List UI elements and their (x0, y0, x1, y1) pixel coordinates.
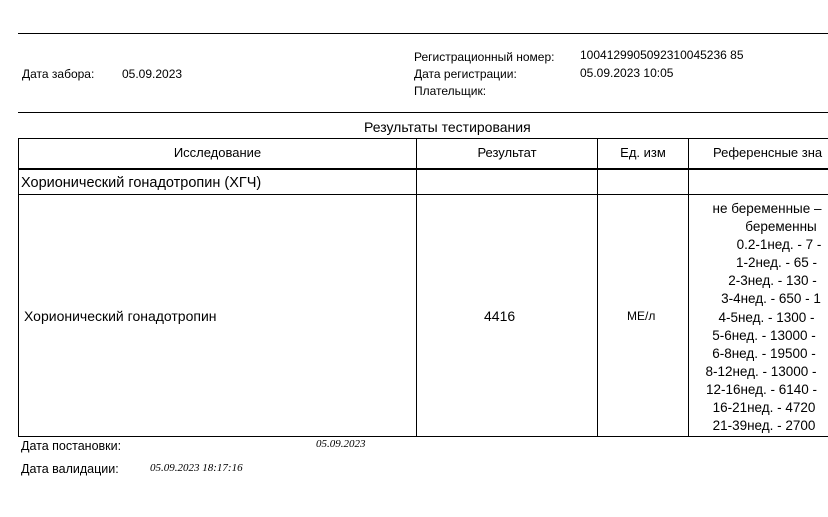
col-header-test: Исследование (173, 145, 262, 160)
col-border-3 (688, 138, 689, 437)
top-rule (18, 33, 828, 34)
collection-date-value: 05.09.2023 (122, 67, 183, 81)
setup-date-value: 05.09.2023 (316, 438, 366, 450)
table-top-border (18, 138, 828, 139)
reference-line: 6-8нед. - 19500 - (712, 345, 816, 361)
group-name: Хорионический гонадотропин (ХГЧ) (21, 175, 262, 191)
reference-line: 4-5нед. - 1300 - (718, 309, 815, 325)
table-bottom-border (18, 436, 828, 437)
setup-date-label: Дата постановки: (21, 439, 122, 453)
reference-line: не беременные – (712, 201, 822, 216)
collection-date-label: Дата забора: (22, 67, 95, 81)
reference-line: 21-39нед. - 2700 (712, 418, 816, 434)
reference-values (690, 200, 828, 435)
reference-line: 16-21нед. - 4720 (712, 400, 816, 416)
reference-line: 8-12нед. - 13000 - (705, 363, 817, 379)
col-border-2 (597, 138, 598, 437)
reference-line: 12-16нед. - 6140 - (705, 381, 818, 397)
reference-line: 2-3нед. - 130 - (728, 273, 817, 289)
reference-line: 3-4нед. - 650 - 1 (721, 291, 821, 307)
header-bottom-border (18, 168, 828, 170)
reference-line: 5-6нед. - 13000 - (712, 327, 816, 343)
reg-date-label: Дата регистрации: (414, 67, 517, 81)
col-header-reference: Референсные зна (713, 145, 823, 160)
result-value: 4416 (484, 308, 516, 324)
validation-date-value: 05.09.2023 18:17:16 (150, 462, 243, 474)
reg-number-value: 1004129905092310045236 85 (580, 48, 744, 62)
payer-label: Плательщик: (414, 84, 487, 98)
reg-date-value: 05.09.2023 10:05 (580, 66, 674, 80)
test-name: Хорионический гонадотропин (24, 308, 217, 324)
results-top-rule (18, 112, 828, 113)
reference-line: беременны (745, 219, 817, 235)
reference-line: 0.2-1нед. - 7 - (736, 237, 822, 253)
validation-date-label: Дата валидации: (21, 462, 119, 476)
col-border-left (18, 138, 19, 437)
col-header-unit: Ед. изм (620, 145, 666, 160)
unit-value: МЕ/л (627, 309, 656, 323)
group-row-bottom-border (18, 194, 828, 195)
reg-number-label: Регистрационный номер: (414, 50, 555, 64)
col-border-1 (416, 138, 417, 437)
col-header-result: Результат (477, 145, 537, 160)
results-title: Результаты тестирования (364, 119, 531, 135)
reference-line: 1-2нед. - 65 - (735, 255, 818, 271)
